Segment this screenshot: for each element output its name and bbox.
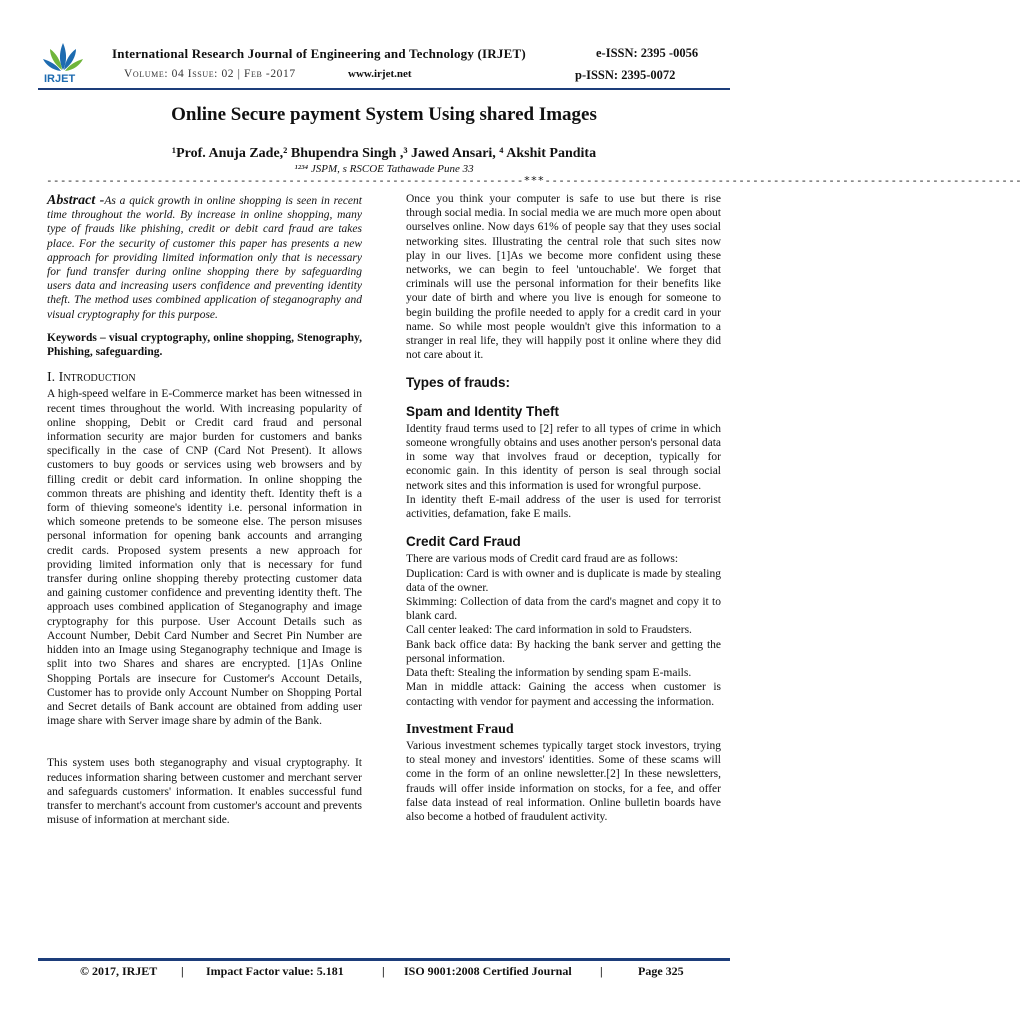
footer-separator: |	[600, 964, 603, 978]
credit-card-fraud-heading: Credit Card Fraud	[406, 534, 521, 550]
credit-card-item: Bank back office data: By hacking the bank server and getting the personal information.	[406, 638, 721, 665]
footer-copyright: © 2017, IRJET	[80, 964, 158, 978]
spam-paragraph-2: In identity theft E-mail address of the user is used for terrorist activities, defamation, fake E mails.	[406, 493, 721, 521]
section-title: Introduction	[58, 370, 136, 386]
credit-card-item: Data theft: Stealing the information by sending spam E-mails.	[406, 667, 692, 680]
credit-card-item: Man in middle attack: Gaining the access when customer is contacting with vendor for payment and accessing the information.	[406, 681, 721, 708]
intro-paragraph-1: A high-speed welfare in E-Commerce market has been witnessed in recent times throughout the world. With increasing popularity of online shopping, Debit or Credit card fraud and personal information security are major burden for customers and banks specifically in the case of CNP (Card Not Present). It allows customers to buy goods or services using web browsers and by filling credit or debit card information. In online shopping the common threats are phishing and identity theft. Identity theft is a form of thieving someone's identity i.e. personal information in which someone pretends to be someone else. The person misuses personal information for opening bank accounts and arranging credit cards. Proposed system presents a new approach for providing limited information only that is necessary for fund transfer during online shopping thereby protecting customer data and gaining customer confidence and preventing identity theft. The approach uses combined application of Steganography and image cryptography for this purpose. User Account Details such as Account Number, Debit Card Number and Secret Pin Number are hidden into an Image using Steganography technique and Image is split into two Shares and shares are encrypted. [1]As Online Shopping Portals are insecure for Customer's Account Details, Customer has to provide only Account Number on Shopping Portal and Secret details of Bank account are obtained from adding user image share with Server image share by admin of the Bank.	[47, 388, 362, 728]
logo-text: IRJET	[44, 73, 76, 85]
section-number: I.	[47, 370, 59, 386]
abstract-text: As a quick growth in online shopping is seen in recent time throughout the world. By increase in online shopping, many type of frauds like phishing, credit or debit card fraud are takes place. For the security of customer this paper has presents a new approach for providing limited information only that is necessary for fund transfer during online shopping there by safeguarding users data and increasing users confidence and preventing identity theft. The method uses combined application of steganography and visual cryptography for this purpose.	[47, 195, 362, 321]
p-issn: p-ISSN: 2395-0072	[575, 68, 676, 82]
irjet-logo	[38, 40, 88, 90]
affiliation: ¹²³⁴ JSPM, s RSCOE Tathawade Pune 33	[294, 163, 474, 175]
spam-identity-heading: Spam and Identity Theft	[406, 403, 560, 419]
section-heading-introduction	[47, 371, 362, 385]
header-rule	[38, 88, 730, 90]
spam-paragraph-1: Identity fraud terms used to [2] refer to all types of crime in which someone wrongfully obtains and uses another person's personal data in some way that involves fraud or deception, typically for economic gain. In this identity of person is seal through social network sites and this information is used for wrongful purpose.	[406, 422, 721, 492]
footer-separator: |	[181, 964, 184, 978]
section-separator: ---------------------------------------------------------------------***---------------------------------------------------------------------	[46, 174, 1022, 187]
credit-card-item: Duplication: Card is with owner and is duplicate is made by stealing data of the owner.	[406, 567, 721, 594]
footer-impact-factor: Impact Factor value: 5.181	[206, 964, 344, 978]
website-link[interactable]: www.irjet.net	[348, 68, 412, 80]
footer-iso: ISO 9001:2008 Certified Journal	[404, 964, 572, 978]
types-of-frauds-heading: Types of frauds:	[406, 375, 511, 391]
authors: ¹Prof. Anuja Zade,² Bhupendra Singh ,³ Jawed Ansari, ⁴ Akshit Pandita	[171, 146, 597, 161]
footer-separator: |	[382, 964, 385, 978]
credit-card-item: Skimming: Collection of data from the card's magnet and copy it to blank card.	[406, 596, 721, 623]
footer-rule	[38, 958, 730, 961]
investment-paragraph: Various investment schemes typically target stock investors, trying to steal money and investors' identities. Some of these scams will come in the form of an online newsletter.[2] In these newsletters, frauds will offer inside information on stocks, for a fee, and offer false data instead of real information. Online bulletin boards have also become a hotbed of fraudulent activity.	[406, 739, 721, 823]
e-issn: e-ISSN: 2395 -0056	[596, 46, 699, 60]
left-column	[47, 194, 362, 827]
intro-paragraph-2: This system uses both steganography and visual cryptography. It reduces information sharing between customer and merchant server and safeguards customers' information. It enables successful fund transfer to merchant's account from customer's account and prevents misuse of information at merchant side.	[47, 757, 362, 827]
abstract-label: Abstract -	[47, 193, 105, 208]
footer-page: Page 325	[638, 964, 684, 978]
right-column	[406, 192, 721, 824]
credit-card-item: Call center leaked: The card information in sold to Fraudsters.	[406, 624, 692, 637]
credit-card-intro: There are various mods of Credit card fraud are as follows:	[406, 553, 679, 566]
investment-fraud-heading: Investment Fraud	[406, 721, 514, 737]
abstract	[47, 194, 362, 322]
volume-issue: Volume: 04 Issue: 02 | Feb -2017	[124, 68, 296, 80]
keywords: Keywords – visual cryptography, online shopping, Stenography, Phishing, safeguarding.	[47, 331, 362, 359]
journal-name: International Research Journal of Engineering and Technology (IRJET)	[112, 46, 526, 61]
paper-title: Online Secure payment System Using shared Images	[171, 104, 597, 125]
social-media-paragraph: Once you think your computer is safe to use but there is rise through social media. In social media we are much more open about ourselves online. Now days 61% of people say that they uses social networking sites. Illustrating the central role that such sites now play in our lives. [1]As we become more confident using these networks, we can begin to feel 'untouchable'. We forget that criminals will use the personal information for their benefits like your date of birth and where you live is enough for someone to begin building the profile needed to apply for a credit card in your name. So while most people wouldn't give this information to a stranger in real life, they will happily post it online where they did not care about it.	[406, 193, 721, 362]
